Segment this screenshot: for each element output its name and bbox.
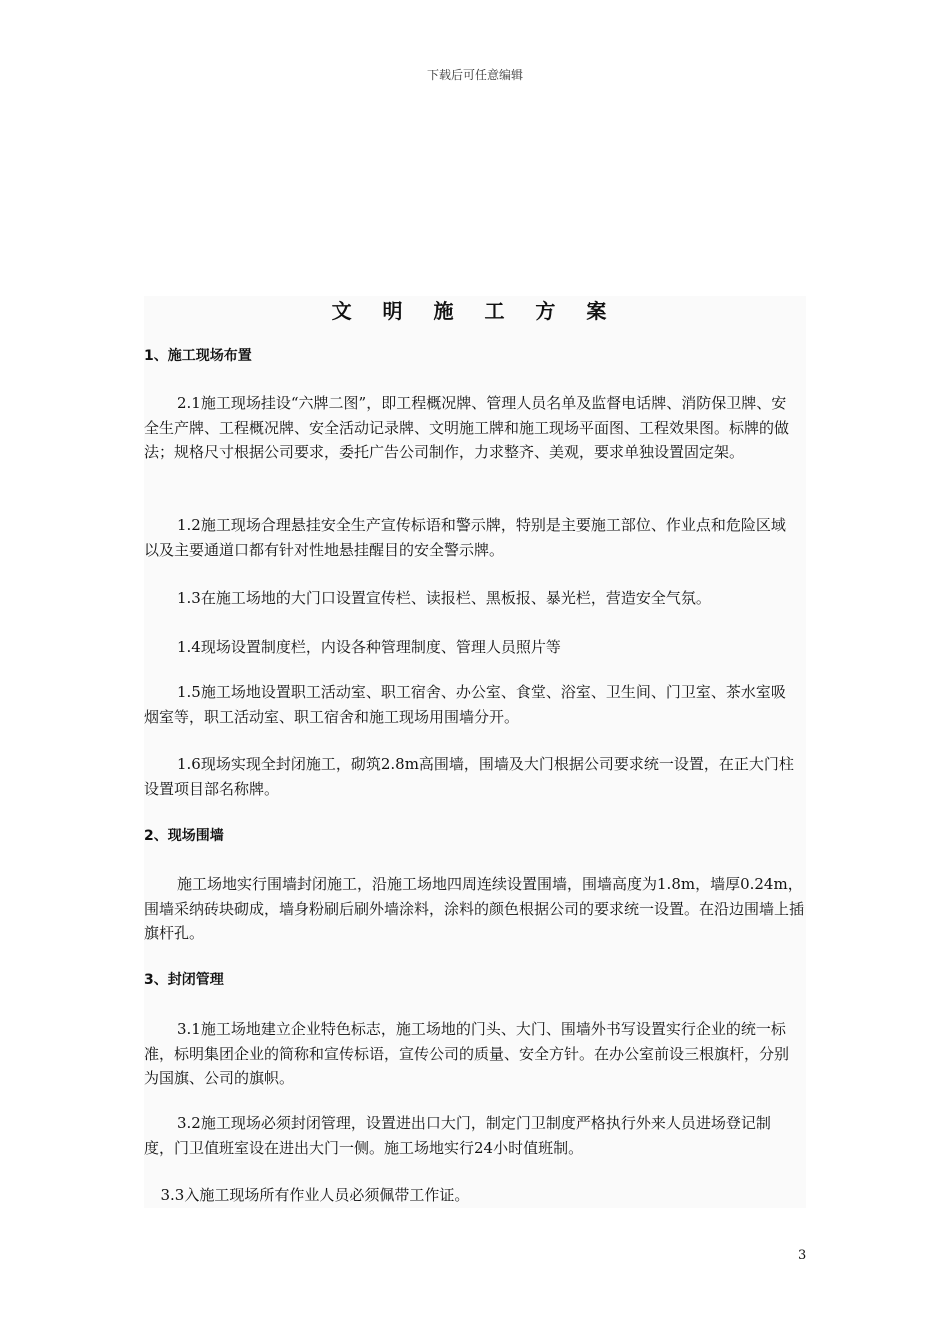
header-note: 下载后可任意编辑 <box>426 68 523 82</box>
paragraph-wall: 施工场地实行围墙封闭施工，沿施工场地四周连续设置围墙，围墙高度为1.8m，墙厚0.24m，围墙采纳砖块砌成，墙身粉刷后刷外墙涂料，涂料的颜色根据公司的要求统一设置。在沿边围墙上插旗杆孔。 <box>144 875 805 942</box>
section-heading-2: 2、现场围墙 <box>144 828 224 844</box>
paragraph-3-1: 3.1施工场地建立企业特色标志，施工场地的门头、大门、围墙外书写设置实行企业的统一标准，标明集团企业的简称和宣传标语，宣传公司的质量、安全方针。在办公室前设三根旗杆，分别为国旗、公司的旗帜。 <box>144 1020 790 1087</box>
paragraph-1-6: 1.6现场实现全封闭施工，砌筑2.8m高围墙，围墙及大门根据公司要求统一设置，在正大门柱设置项目部名称牌。 <box>144 755 794 798</box>
page-number: 3 <box>798 1248 807 1263</box>
paragraph-1-3: 1.3在施工场地的大门口设置宣传栏、读报栏、黑板报、暴光栏，营造安全气氛。 <box>177 589 711 607</box>
section-heading-1: 1、施工现场布置 <box>144 348 252 364</box>
paragraph-3-3: 3.3入施工现场所有作业人员必须佩带工作证。 <box>160 1186 470 1204</box>
document-body <box>144 296 806 1208</box>
paragraph-3-2: 3.2施工现场必须封闭管理，设置进出口大门，制定门卫制度严格执行外来人员进场登记制度，门卫值班室设在进出大门一侧。施工场地实行24小时值班制。 <box>144 1114 771 1157</box>
section-heading-3: 3、封闭管理 <box>144 972 224 988</box>
document-title: 文 明 施 工 方 案 <box>331 299 619 323</box>
paragraph-2-1: 2.1施工现场挂设“六牌二图”，即工程概况牌、管理人员名单及监督电话牌、消防保卫牌、安全生产牌、工程概况牌、安全活动记录牌、文明施工牌和施工现场平面图、工程效果图。标牌的做法；规格尺寸根据公司要求，委托广告公司制作，力求整齐、美观，要求单独设置固定架。 <box>144 394 790 461</box>
paragraph-1-4: 1.4现场设置制度栏，内设各种管理制度、管理人员照片等 <box>177 638 561 656</box>
paragraph-1-2: 1.2施工现场合理悬挂安全生产宣传标语和警示牌，特别是主要施工部位、作业点和危险区域以及主要通道口都有针对性地悬挂醒目的安全警示牌。 <box>144 516 786 559</box>
paragraph-1-5: 1.5施工场地设置职工活动室、职工宿舍、办公室、食堂、浴室、卫生间、门卫室、茶水室吸烟室等，职工活动室、职工宿舍和施工现场用围墙分开。 <box>144 683 786 726</box>
